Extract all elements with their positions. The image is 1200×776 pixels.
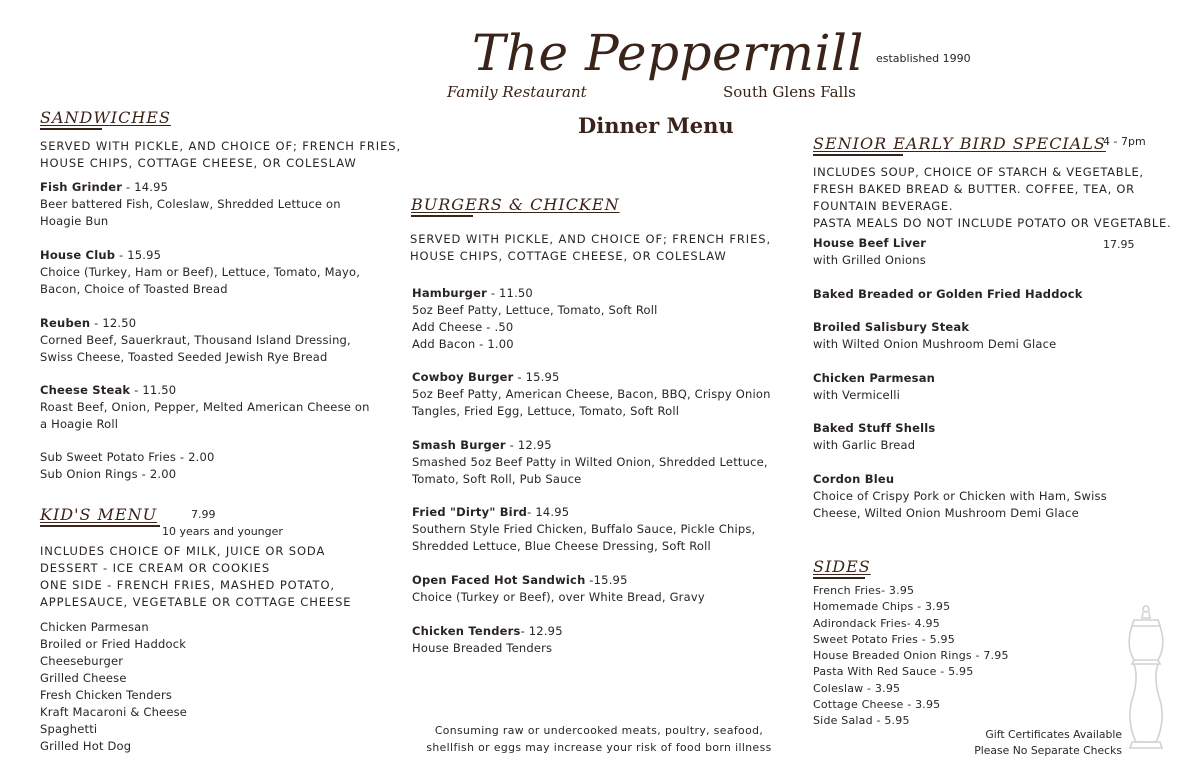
item-name: Fish Grinder <box>40 180 123 194</box>
item-description: Choice of Crispy Pork or Chicken with Ham, Swiss Cheese, Wilted Onion Mushroom Demi Glace <box>813 489 1107 520</box>
menu-item-baked-stuff-shells <box>813 420 1183 454</box>
item-name: Chicken Tenders <box>412 624 521 638</box>
item-name: Cordon Bleu <box>813 472 895 486</box>
senior-hours: 4 - 7pm <box>1103 135 1146 148</box>
item-price: - 15.95 <box>115 248 162 262</box>
item-name: Fried "Dirty" Bird <box>412 505 528 519</box>
heading-rule <box>411 215 473 217</box>
item-name: Baked Stuff Shells <box>813 421 936 435</box>
item-description: Choice (Turkey, Ham or Beef), Lettuce, Tomato, Mayo, Bacon, Choice of Toasted Bread <box>40 265 361 296</box>
item-name: Baked Breaded or Golden Fried Haddock <box>813 287 1083 301</box>
kids-items-list: Chicken Parmesan Broiled or Fried Haddock Cheeseburger Grilled Cheese Fresh Chicken Tenders Kraft Macaroni & Cheese Spaghetti Grilled Hot Dog <box>40 620 188 753</box>
item-description: Roast Beef, Onion, Pepper, Melted American Cheese on a Hoagie Roll <box>40 400 370 431</box>
menu-item-chicken-tenders <box>412 623 802 657</box>
item-description: with Garlic Bread <box>813 438 916 452</box>
item-description: with Grilled Onions <box>813 253 926 267</box>
kids-menu-heading: KID'S MENU <box>40 505 158 524</box>
heading-rule <box>40 525 160 527</box>
item-name: Open Faced Hot Sandwich <box>412 573 586 587</box>
item-price: - 11.50 <box>486 286 533 300</box>
senior-intro: INCLUDES SOUP, CHOICE OF STARCH & VEGETABLE, FRESH BAKED BREAD & BUTTER. COFFEE, TEA, OR FOUNTAIN BEVERAGE. PASTA MEALS DO NOT INCLUDE POTATO OR VEGETABLE. <box>813 165 1172 230</box>
item-description: Smashed 5oz Beef Patty in Wilted Onion, Shredded Lettuce, Tomato, Soft Roll, Pub Sauce <box>412 455 768 486</box>
item-description: 5oz Beef Patty, Lettuce, Tomato, Soft Roll Add Cheese - .50 Add Bacon - 1.00 <box>412 303 658 351</box>
kids-price: 7.99 <box>191 508 216 521</box>
menu-item-haddock <box>813 286 1183 303</box>
senior-price: 17.95 <box>1103 238 1135 251</box>
item-description: with Vermicelli <box>813 388 901 402</box>
senior-specials-heading: SENIOR EARLY BIRD SPECIALS <box>813 134 1106 153</box>
item-description: 5oz Beef Patty, American Cheese, Bacon, BBQ, Crispy Onion Tangles, Fried Egg, Lettuce, Tomato, Soft Roll <box>412 387 771 418</box>
menu-item-cheese-steak <box>40 382 410 433</box>
burgers-intro: SERVED WITH PICKLE, AND CHOICE OF; FRENCH FRIES, HOUSE CHIPS, COTTAGE CHEESE, OR COLESLAW <box>410 232 772 263</box>
item-name: Hamburger <box>412 286 487 300</box>
item-price: - 12.50 <box>90 316 137 330</box>
menu-item-smash-burger <box>412 437 802 488</box>
menu-item-fish-grinder <box>40 179 410 230</box>
item-name: Reuben <box>40 316 91 330</box>
no-separate-checks-text: Please No Separate Checks <box>974 744 1122 757</box>
item-name: House Club <box>40 248 116 262</box>
menu-item-cowboy-burger <box>412 369 802 420</box>
item-name: House Beef Liver <box>813 236 927 250</box>
heading-rule <box>813 577 865 579</box>
item-price: - 14.95 <box>527 505 570 519</box>
substitutions: Sub Sweet Potato Fries - 2.00 Sub Onion Rings - 2.00 <box>40 450 215 481</box>
item-name: Broiled Salisbury Steak <box>813 320 970 334</box>
item-description: with Wilted Onion Mushroom Demi Glace <box>813 337 1057 351</box>
menu-item-reuben <box>40 315 410 366</box>
item-description: Corned Beef, Sauerkraut, Thousand Island Dressing, Swiss Cheese, Toasted Seeded Jewish Rye Bread <box>40 333 351 364</box>
item-price: -15.95 <box>585 573 628 587</box>
subtitle-location: South Glens Falls <box>723 83 856 101</box>
item-description: Beer battered Fish, Coleslaw, Shredded Lettuce on Hoagie Bun <box>40 197 341 228</box>
menu-item-house-beef-liver <box>813 235 1183 269</box>
item-name: Chicken Parmesan <box>813 371 936 385</box>
kids-age-note: 10 years and younger <box>162 525 283 538</box>
menu-item-house-club <box>40 247 410 298</box>
menu-item-hamburger <box>412 285 802 353</box>
item-price: - 12.95 <box>505 438 552 452</box>
item-price: - 14.95 <box>122 180 169 194</box>
food-safety-notice: Consuming raw or undercooked meats, poultry, seafood, shellfish or eggs may increase your risk of food born illness <box>426 724 772 754</box>
heading-rule <box>40 128 102 130</box>
sides-heading: SIDES <box>813 557 871 576</box>
kids-intro: INCLUDES CHOICE OF MILK, JUICE OR SODA DESSERT - ICE CREAM OR COOKIES ONE SIDE - FRENCH FRIES, MASHED POTATO, APPLESAUCE, VEGETABLE OR COTTAGE CHEESE <box>40 544 352 609</box>
sides-list: French Fries- 3.95 Homemade Chips - 3.95 Adirondack Fries- 4.95 Sweet Potato Fries - 5.95 House Breaded Onion Rings - 7.95 Pasta With Red Sauce - 5.95 Coleslaw - 3.95 Cottage Cheese - 3.95 Side Salad - 5.95 <box>813 584 1009 728</box>
established-text: established 1990 <box>876 52 971 65</box>
menu-item-cordon-bleu <box>813 471 1183 522</box>
item-description: Southern Style Fried Chicken, Buffalo Sauce, Pickle Chips, Shredded Lettuce, Blue Cheese Dressing, Soft Roll <box>412 522 756 553</box>
sandwiches-intro: SERVED WITH PICKLE, AND CHOICE OF; FRENCH FRIES, HOUSE CHIPS, COTTAGE CHEESE, OR COLESLAW <box>40 139 402 170</box>
item-description: House Breaded Tenders <box>412 641 553 655</box>
menu-item-chicken-parmesan <box>813 370 1183 404</box>
restaurant-title: The Peppermill <box>472 24 864 82</box>
burgers-heading: BURGERS & CHICKEN <box>411 195 620 214</box>
subtitle-family-restaurant: Family Restaurant <box>447 83 587 101</box>
item-name: Cheese Steak <box>40 383 131 397</box>
gift-certificates-text: Gift Certificates Available <box>985 728 1122 741</box>
item-price: - 15.95 <box>513 370 560 384</box>
item-name: Cowboy Burger <box>412 370 514 384</box>
item-description: Choice (Turkey or Beef), over White Bread, Gravy <box>412 590 705 604</box>
menu-item-salisbury-steak <box>813 319 1183 353</box>
pepper-mill-icon <box>1122 604 1170 754</box>
item-price: - 11.50 <box>130 383 177 397</box>
item-name: Smash Burger <box>412 438 506 452</box>
menu-item-open-faced-hot-sandwich <box>412 572 802 606</box>
sandwiches-heading: SANDWICHES <box>40 108 171 127</box>
menu-title: Dinner Menu <box>578 113 734 138</box>
item-price: - 12.95 <box>520 624 563 638</box>
menu-item-fried-dirty-bird <box>412 504 802 555</box>
heading-rule <box>813 154 903 156</box>
